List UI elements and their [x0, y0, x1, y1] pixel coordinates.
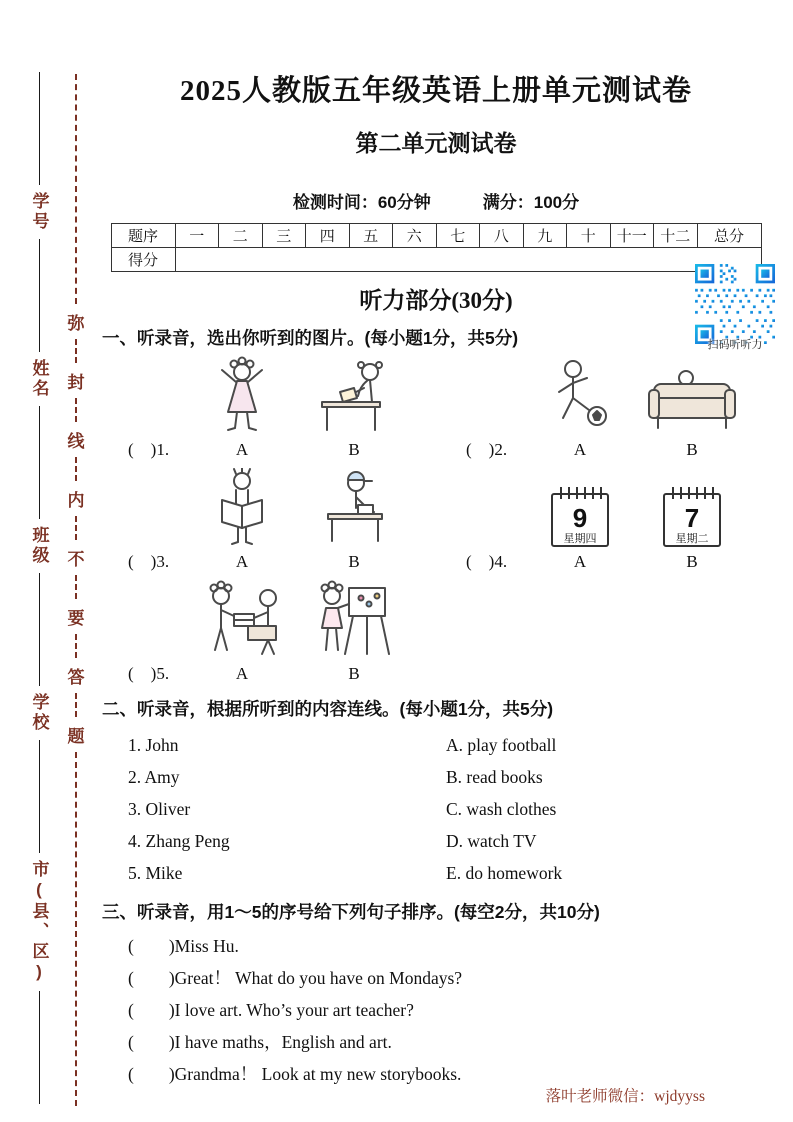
picture-option-4b [636, 468, 748, 550]
match-right-item: C. wash clothes [446, 799, 557, 819]
picture-row-1 [128, 356, 772, 462]
match-right-item: D. watch TV [446, 831, 537, 851]
field-class: 班级 [29, 526, 49, 566]
option-letter-b: B [348, 552, 360, 571]
picture-option-5b [298, 580, 410, 662]
ordering-sentence: ( )Miss Hu. [128, 936, 239, 956]
match-left-item: 3. Oliver [128, 799, 191, 819]
listening-qr-block [692, 264, 778, 352]
field-name: 姓名 [29, 359, 49, 399]
seal-dash-line [75, 339, 77, 363]
seal-dash-line [75, 634, 77, 658]
picture-option-4a [524, 468, 636, 550]
listening-part-header: 听力部分(30分) [359, 288, 513, 313]
picture-option-1b [298, 356, 410, 438]
item-number: ( )1. [128, 440, 170, 459]
boy-on-sofa-icon [646, 360, 738, 438]
write-line [39, 239, 40, 352]
seal-dash-line [75, 516, 77, 540]
teacher-wechat-footer: 落叶老师微信：wjdyyss [545, 1088, 705, 1105]
score-col-header: 四 [306, 224, 350, 248]
calendar-weekday: 星期四 [563, 533, 597, 545]
picture-option-5a [186, 580, 298, 662]
seal-char: 线 [67, 432, 85, 452]
write-line [39, 740, 40, 853]
score-table-score-row [111, 248, 761, 272]
match-left-item: 5. Mike [128, 863, 183, 883]
boy-playing-football-icon [549, 356, 611, 438]
score-col-header: 十一 [610, 224, 654, 248]
seal-line-column [66, 74, 86, 1106]
picture-row-3 [128, 580, 772, 686]
match-right-item: E. do homework [446, 863, 563, 883]
calendar-day-number: 9 [572, 503, 588, 533]
seal-dash-line [75, 74, 77, 304]
item-number: ( )5. [128, 664, 170, 683]
score-col-header: 题序 [111, 224, 175, 248]
score-col-header: 七 [436, 224, 480, 248]
seal-char: 答 [67, 668, 85, 688]
ordering-sentence: ( )Grandma！ Look at my new storybooks. [128, 1064, 462, 1084]
option-letter-b: B [686, 440, 698, 459]
unit-subtitle: 第二单元测试卷 [355, 131, 517, 156]
item-number: ( )3. [128, 552, 170, 571]
seal-dash-line [75, 752, 77, 1106]
page-title: 2025人教版五年级英语上册单元测试卷 [179, 75, 692, 107]
seal-dash-line [75, 693, 77, 717]
boy-writing-homework-icon [314, 468, 394, 550]
match-left-item: 1. John [128, 735, 179, 755]
exam-info-line [100, 188, 772, 213]
qr-code-icon [695, 264, 775, 344]
item-number: ( )2. [466, 440, 508, 459]
section2-title: 二、听录音，根据所听到的内容连线。(每小题1分，共5分) [102, 699, 554, 719]
seal-char: 内 [67, 491, 85, 511]
option-letter-b: B [348, 440, 360, 459]
main-content [100, 0, 772, 1090]
calendar-tuesday-icon [661, 484, 723, 550]
option-letter-a: A [235, 664, 249, 683]
section3-title: 三、听录音，用1～5的序号给下列句子排序。(每空2分，共10分) [102, 902, 600, 922]
picture-option-1a [186, 356, 298, 438]
calendar-thursday-icon [549, 484, 611, 550]
ordering-sentence: ( )Great！ What do you have on Mondays? [128, 968, 463, 988]
match-left-item: 4. Zhang Peng [128, 831, 230, 851]
option-letter-a: A [235, 440, 249, 459]
seal-char: 要 [67, 609, 85, 629]
field-student-number: 学号 [29, 192, 49, 232]
score-table-header-row [111, 224, 761, 248]
item-number: ( )4. [466, 552, 508, 571]
picture-option-2a [524, 356, 636, 438]
option-letter-a: A [573, 440, 587, 459]
dancing-girl-icon [210, 356, 274, 438]
write-line [39, 573, 40, 686]
seal-char: 题 [67, 727, 85, 747]
option-letter-a: A [573, 552, 587, 571]
seal-char: 封 [67, 373, 85, 393]
option-letter-a: A [235, 552, 249, 571]
match-left-item: 2. Amy [128, 767, 180, 787]
picture-item-4 [466, 468, 748, 574]
score-col-header: 总分 [697, 224, 761, 248]
seal-char: 弥 [67, 314, 85, 334]
ordering-list [128, 930, 772, 1090]
picture-row-2 [128, 468, 772, 574]
option-letter-b: B [348, 664, 360, 683]
match-right-item: B. read books [446, 767, 543, 787]
score-table [111, 223, 762, 272]
write-line [39, 406, 40, 519]
write-line [39, 72, 40, 185]
score-col-header: 六 [393, 224, 437, 248]
calendar-day-number: 7 [684, 503, 700, 533]
picture-item-3 [128, 468, 410, 574]
boy-reading-book-icon [210, 468, 274, 550]
exam-time: 检测时间：60分钟 [292, 193, 431, 212]
score-col-header: 十二 [654, 224, 698, 248]
score-col-header: 八 [480, 224, 524, 248]
score-col-header: 一 [175, 224, 219, 248]
field-school: 学校 [29, 693, 49, 733]
score-col-header: 九 [523, 224, 567, 248]
seal-fields-column [22, 72, 56, 1104]
score-row-label: 得分 [111, 248, 175, 272]
match-right-item: A. play football [446, 735, 557, 755]
girl-at-desk-icon [312, 356, 396, 438]
qr-caption: 扫码听听力 [707, 339, 763, 351]
seal-char: 不 [67, 550, 85, 570]
picture-option-2b [636, 356, 748, 438]
score-col-header: 十 [567, 224, 611, 248]
seal-dash-line [75, 457, 77, 481]
kids-with-books-icon [194, 580, 290, 662]
option-letter-b: B [686, 552, 698, 571]
girl-painting-easel-icon [311, 580, 397, 662]
picture-option-3b [298, 468, 410, 550]
score-col-header: 五 [349, 224, 393, 248]
seal-dash-line [75, 575, 77, 599]
score-col-header: 二 [219, 224, 263, 248]
ordering-sentence: ( )I have maths，English and art. [128, 1032, 392, 1052]
seal-dash-line [75, 398, 77, 422]
calendar-weekday: 星期二 [675, 533, 709, 545]
picture-item-1 [128, 356, 410, 462]
section1-title: 一、听录音，选出你听到的图片。(每小题1分，共5分) [102, 328, 519, 348]
ordering-sentence: ( )I love art. Who’s your art teacher? [128, 1000, 414, 1020]
matching-list [128, 729, 772, 889]
picture-option-3a [186, 468, 298, 550]
picture-item-5 [128, 580, 410, 686]
score-blank-cell [175, 248, 761, 272]
score-col-header: 三 [262, 224, 306, 248]
field-city: 市(县、区) [29, 860, 49, 984]
exam-full-score: 满分：100分 [482, 193, 580, 212]
picture-item-2 [466, 356, 748, 462]
